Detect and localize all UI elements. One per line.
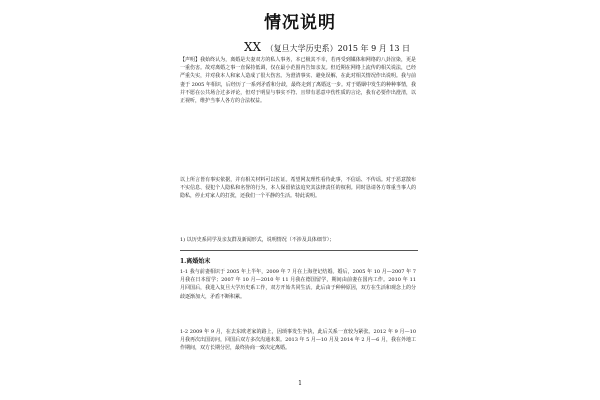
statement-paragraph: 【声明】我始终认为，离婚是夫妻双方的私人事务，本已极其不幸，若再受到媒体和网络的八卦渲染，更是一重伤害。故对离婚之事一直保持低调，仅在最小范围内告知亲友。但近期在网络上流传的相关说法，已经严重失实，并对我本人和家人造成了很大伤害。为澄清事实、避免误解，在此对相关情况作出说明。我与前妻于 2005 年相识，后经历了一系列矛盾和分歧，最终走到了离婚这一步。对于婚姻中发生的种种事情，我并不愿在公共场合过多评论，但对于明显与事实不符、且带有恶意中伤性质的言论，我有必要作出澄清，以正视听，维护当事人各方的合法权益。	[180, 57, 416, 105]
section-divider	[180, 250, 418, 251]
request-list	[180, 236, 416, 244]
document-title: 情况说明	[264, 13, 336, 33]
author-affiliation-date: （复旦大学历史系）2015 年 9 月 13 日	[265, 44, 410, 53]
section-paragraph-1: 1-1 我与前妻相识于 2005 年上半年，2009 年 7 月在上海登记结婚。婚后，2005 年 10 月—2007 年 7 月我在日本留学；2007 年 10 月—2010 年 11 月我在德国留学，期间由前妻在国内工作。2010 年 11 月回国后，我进入复旦大学历史系工作，双方开始共同生活。此后由于种种原因，双方在生活和观念上的分歧逐渐加大，矛盾不断积累。	[180, 269, 416, 300]
request-paragraph: 以上所言皆有事实依据，并有相关材料可以佐证。希望网友理性看待此事，不信谣、不传谣。对于恶意散布不实信息、侵犯个人隐私和名誉的行为，本人保留依法追究其法律责任的权利。同时恳请各方尊重当事人的隐私，停止对家人的打扰，还我们一个平静的生活。特此说明。	[180, 177, 416, 200]
section-paragraph-2: 1-2 2009 年 9 月，在去东欧老家的路上，因琐事发生争执，此后关系一直较为紧张。2012 年 9 月—10 月我再次出国访问，回国后双方多次沟通未果。2013 年 5 月—10 月及 2014 年 2 月—6 月，我在外地工作期间，双方长期分居，最终协商一致决定离婚。	[180, 329, 416, 352]
section-heading: 1.离婚始末	[180, 258, 211, 265]
page-number: 1	[298, 380, 302, 387]
author-name: XX	[244, 40, 262, 54]
byline	[244, 40, 410, 54]
list-item: 1) 以历史系同学及亲友群及新闻形式，说明情况（不涉及具体细节）；	[180, 237, 335, 243]
